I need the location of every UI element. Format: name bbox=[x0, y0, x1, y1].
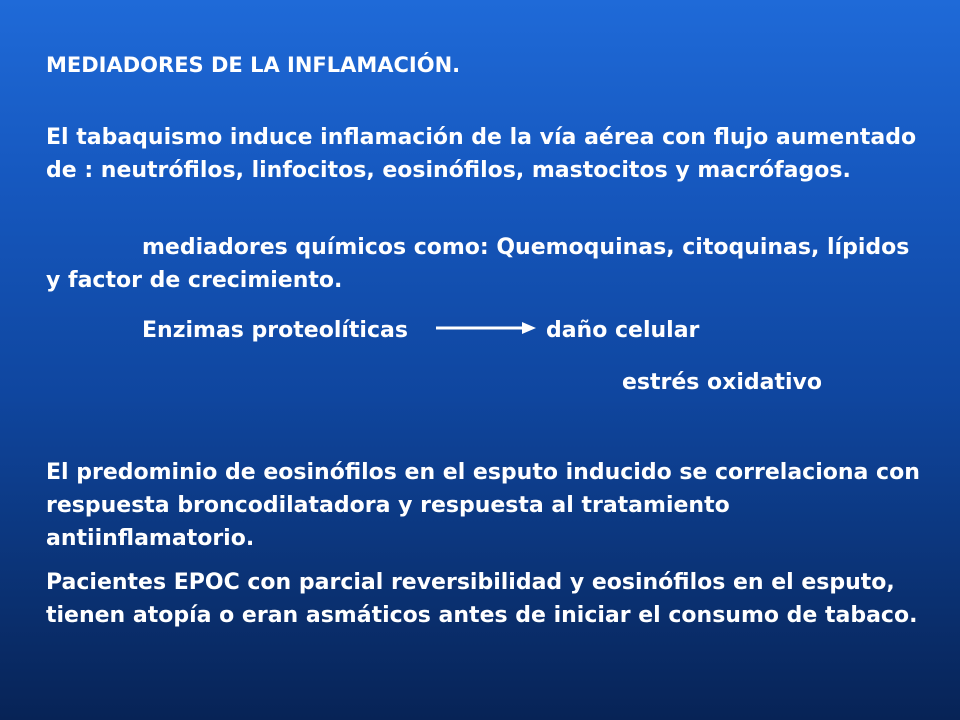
slide-title: MEDIADORES DE LA INFLAMACIÓN. bbox=[46, 53, 461, 77]
eosinophils-sputum-paragraph: El predominio de eosinófilos en el esputo inducido se correlaciona con respuesta broncodilatadora y respuesta al tratamiento antiinflamatorio. bbox=[46, 460, 920, 551]
copd-patients-paragraph: Pacientes EPOC con parcial reversibilidad y eosinófilos en el esputo, tienen atopía o eran asmáticos antes de iniciar el consumo de tabaco. bbox=[46, 570, 918, 628]
smoking-inflammation-paragraph: El tabaquismo induce inflamación de la vía aérea con flujo aumentado de : neutrófilos, linfocitos, eosinófilos, mastocitos y macrófagos. bbox=[46, 125, 917, 183]
chemical-mediators-paragraph: mediadores químicos como: Quemoquinas, citoquinas, lípidos y factor de crecimiento. bbox=[46, 235, 910, 293]
enzymes-line bbox=[142, 314, 902, 348]
enzymes-label: Enzimas proteolíticas bbox=[142, 318, 408, 343]
oxidative-stress-label: estrés oxidativo bbox=[622, 370, 823, 395]
cell-damage-label: daño celular bbox=[545, 318, 700, 343]
right-arrow-icon bbox=[436, 312, 536, 345]
